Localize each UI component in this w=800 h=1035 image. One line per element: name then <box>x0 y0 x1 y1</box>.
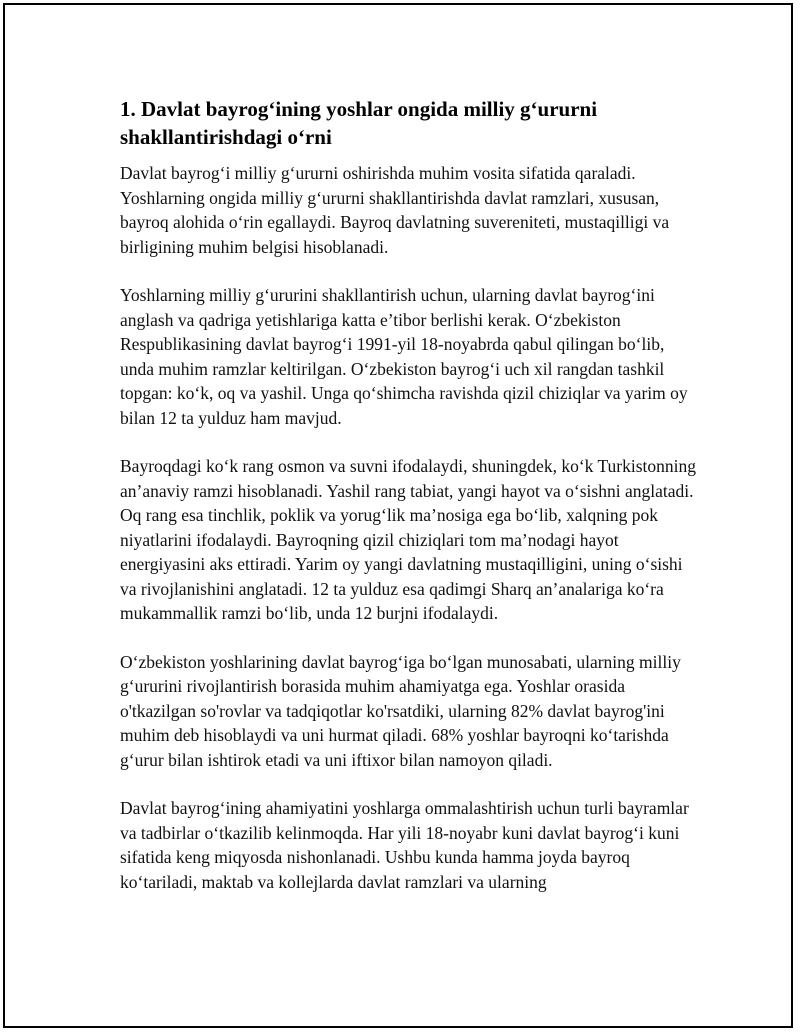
paragraph-1: Davlat bayrog‘i milliy g‘ururni oshirishda muhim vosita sifatida qaraladi. Yoshlarning ongida milliy g‘ururni shakllantirishda davlat ramzlari, xususan, bayroq alohida o‘rin egallaydi. Bayroq davlatning suvereniteti, mustaqilligi va birligining muhim belgisi hisoblanadi. <box>120 163 670 257</box>
paragraph-3: Bayroqdagi ko‘k rang osmon va suvni ifodalaydi, shuningdek, ko‘k Turkistonning an’anaviy ramzi hisoblanadi. Yashil rang tabiat, yangi hayot va o‘sishni anglatadi. Oq rang esa tinchlik, poklik va yorug‘lik ma’nosiga ega bo‘lib, xalqning pok niyatlarini ifodalaydi. Bayroqning qizil chiziqlari tom ma’nodagi hayot energiyasini aks ettiradi. Yarim oy yangi davlatning mustaqilligini, uning o‘sishi va rivojlanishini anglatadi. 12 ta yulduz esa qadimgi Sharq an’analariga ko‘ra mukammallik ramzi bo‘lib, unda 12 burjni ifodalaydi. <box>120 456 697 623</box>
paragraph-4: O‘zbekiston yoshlarining davlat bayrog‘iga bo‘lgan munosabati, ularning milliy g‘ururini rivojlantirish borasida muhim ahamiyatga ega. Yoshlar orasida o'tkazilgan so'rovlar va tadqiqotlar ko'rsatdiki, ularning 82% davlat bayrog'ini muhim deb hisoblaydi va uni hurmat qiladi. 68% yoshlar bayroqni ko‘tarishda g‘urur bilan ishtirok etadi va uni iftixor bilan namoyon qiladi. <box>120 651 681 770</box>
document-body <box>120 95 700 918</box>
section-heading: 1. Davlat bayrog‘ining yoshlar ongida milliy g‘ururni shakllantirishdagi o‘rni <box>120 97 598 149</box>
paragraph-5: Davlat bayrog‘ining ahamiyatini yoshlarga ommalashtirish uchun turli bayramlar va tadbirlar o‘tkazilib kelinmoqda. Har yili 18-noyabr kuni davlat bayrog‘i kuni sifatida keng miqyosda nishonlanadi. Ushbu kunda hamma joyda bayroq ko‘tariladi, maktab va kollejlarda davlat ramzlari va ularning <box>120 798 689 892</box>
paragraph-2: Yoshlarning milliy g‘ururini shakllantirish uchun, ularning davlat bayrog‘ini anglash va qadriga yetishlariga katta e’tibor berlishi kerak. O‘zbekiston Respublikasining davlat bayrog‘i 1991-yil 18-noyabrda qabul qilingan bo‘lib, unda muhim ramzlar keltirilgan. O‘zbekiston bayrog‘i uch xil rangdan tashkil topgan: ko‘k, oq va yashil. Unga qo‘shimcha ravishda qizil chiziqlar va yarim oy bilan 12 ta yulduz ham mavjud. <box>120 285 688 428</box>
document-page <box>3 3 793 1028</box>
